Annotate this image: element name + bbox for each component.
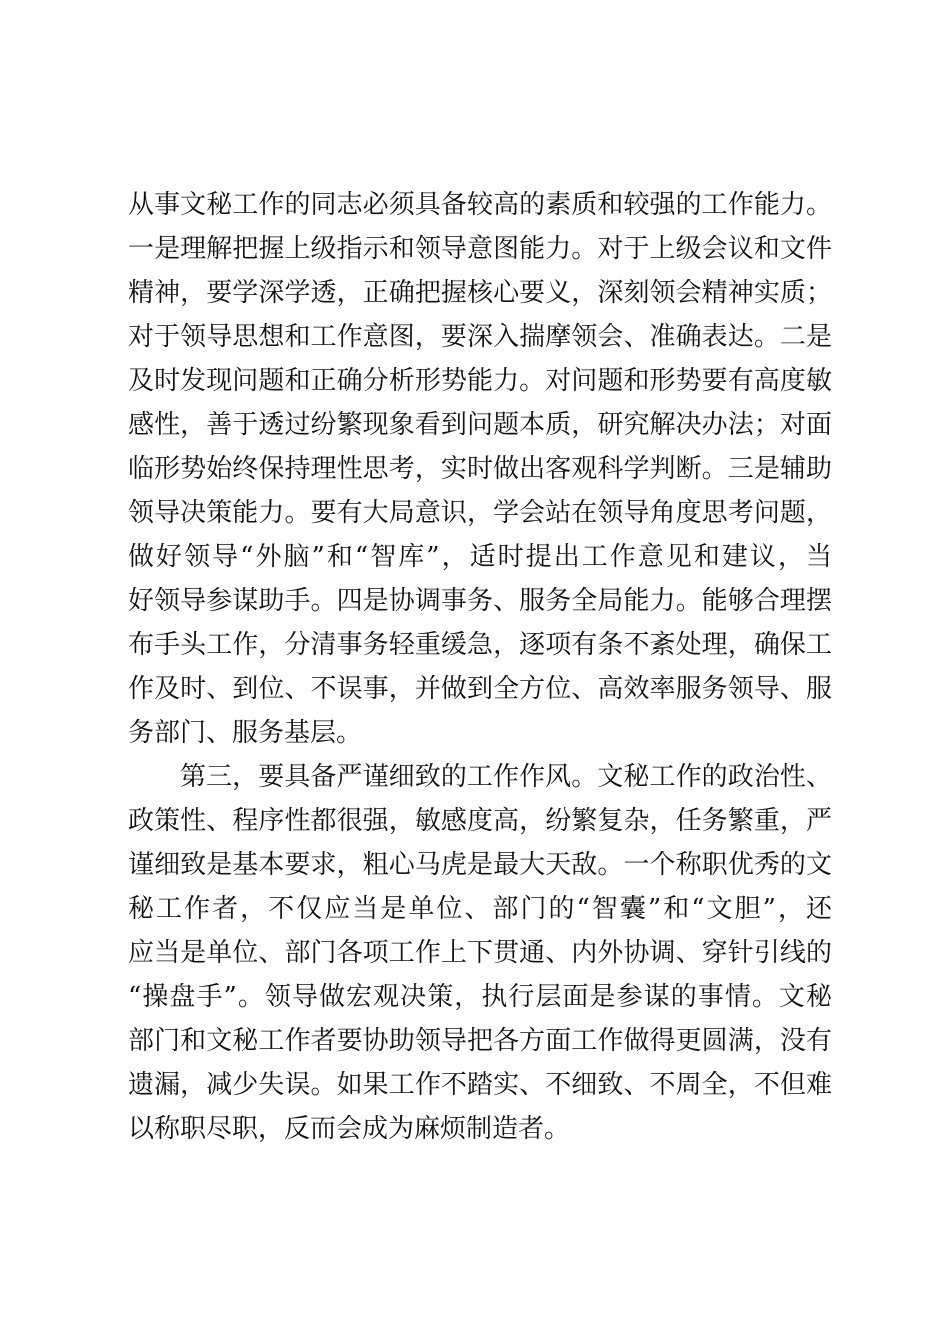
text-line: 及时发现问题和正确分析形势能力。对问题和形势要有高度敏 — [128, 366, 832, 396]
text-line: 从事文秘工作的同志必须具备较高的素质和较强的工作能力。 — [128, 190, 832, 220]
text-line: 一是理解把握上级指示和领导意图能力。对于上级会议和文件 — [128, 234, 832, 264]
text-line: 布手头工作，分清事务轻重缓急，逐项有条不紊处理，确保工 — [128, 630, 832, 660]
text-line: 谨细致是基本要求，粗心马虎是最大天敌。一个称职优秀的文 — [128, 850, 832, 880]
text-line: 应当是单位、部门各项工作上下贯通、内外协调、穿针引线的 — [128, 938, 832, 968]
text-line: 领导决策能力。要有大局意识，学会站在领导角度思考问题， — [128, 498, 832, 528]
text-line: 感性，善于透过纷繁现象看到问题本质，研究解决办法；对面 — [128, 410, 832, 440]
text-line: “操盘手”。领导做宏观决策，执行层面是参谋的事情。文秘 — [128, 982, 832, 1012]
text-line: 对于领导思想和工作意图，要深入揣摩领会、准确表达。二是 — [128, 322, 832, 352]
text-line: 好领导参谋助手。四是协调事务、服务全局能力。能够合理摆 — [128, 586, 832, 616]
text-line: 政策性、程序性都很强，敏感度高，纷繁复杂，任务繁重，严 — [128, 806, 832, 836]
text-line: 务部门、服务基层。 — [128, 718, 363, 748]
text-line: 作及时、到位、不误事，并做到全方位、高效率服务领导、服 — [128, 674, 832, 704]
text-line: 临形势始终保持理性思考，实时做出客观科学判断。三是辅助 — [128, 454, 832, 484]
text-line: 遗漏，减少失误。如果工作不踏实、不细致、不周全，不但难 — [128, 1070, 832, 1100]
text-line: 部门和文秘工作者要协助领导把各方面工作做得更圆满，没有 — [128, 1026, 832, 1056]
paragraph-heading-line: 第三，要具备严谨细致的工作作风。文秘工作的政治性、 — [180, 762, 832, 792]
text-line: 以称职尽职，反而会成为麻烦制造者。 — [128, 1114, 571, 1144]
text-line: 精神，要学深学透，正确把握核心要义，深刻领会精神实质； — [128, 278, 832, 308]
text-line: 秘工作者，不仅应当是单位、部门的“智囊”和“文胆”，还 — [128, 894, 832, 924]
text-line: 做好领导“外脑”和“智库”，适时提出工作意见和建议，当 — [128, 542, 832, 572]
